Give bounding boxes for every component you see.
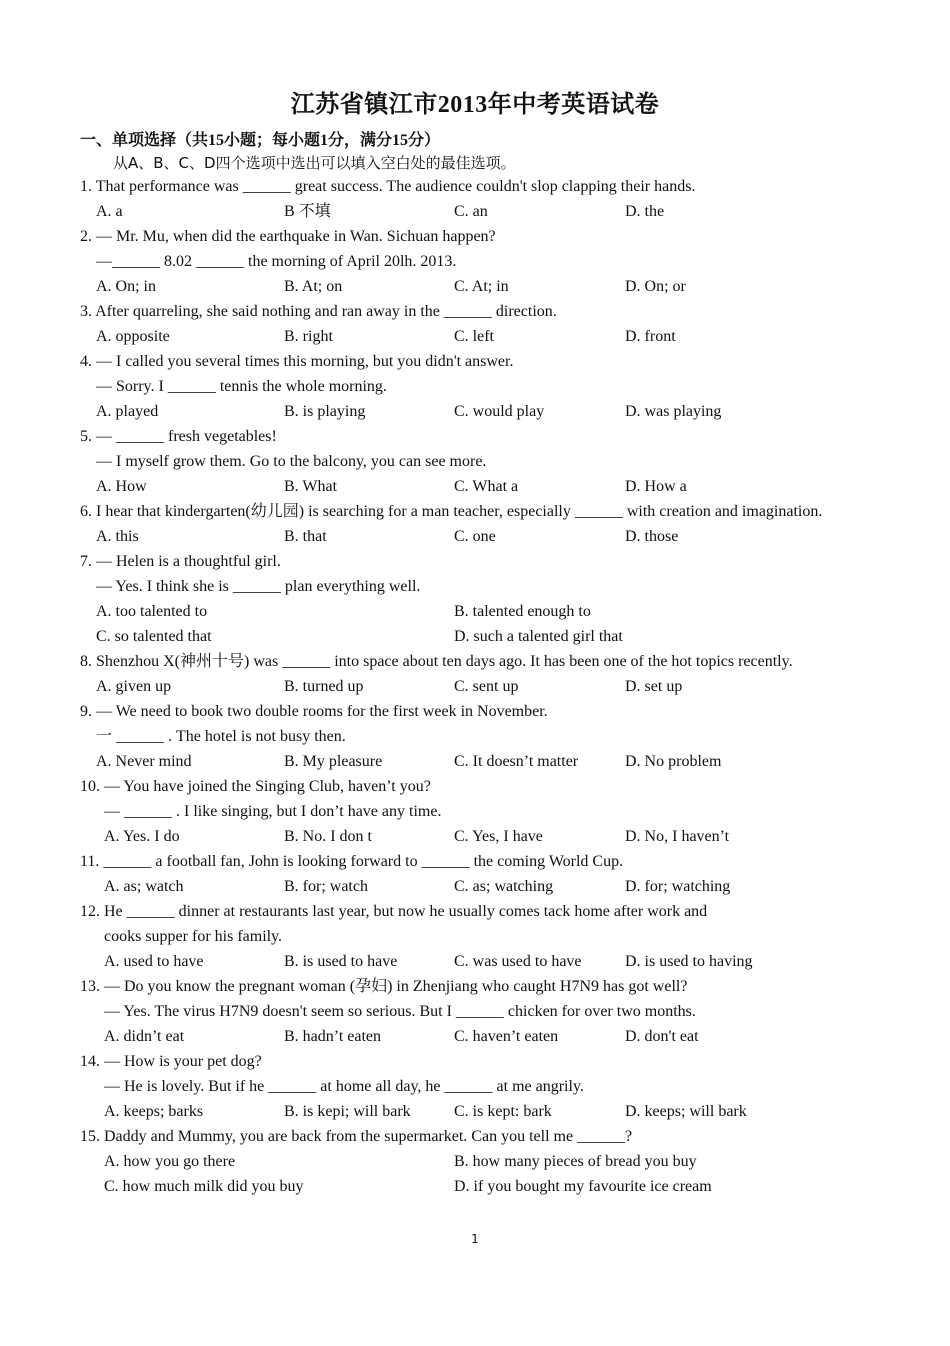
option-c: C. one <box>454 528 496 545</box>
option-a: A. this <box>96 528 139 545</box>
option-a: A. Yes. I do <box>104 828 180 845</box>
question-3: 3. After quarreling, she said nothing and ran away in the ______ direction. <box>80 303 557 320</box>
option-b: B. What <box>284 478 338 495</box>
option-c: C. haven’t eaten <box>454 1028 559 1045</box>
option-b: B. that <box>284 528 327 545</box>
option-c: C. was used to have <box>454 953 582 970</box>
option-d: D. if you bought my favourite ice cream <box>454 1178 712 1195</box>
options-row <box>80 524 880 549</box>
options-row <box>80 949 880 974</box>
option-d: D. No problem <box>625 753 722 770</box>
option-c: C. Yes, I have <box>454 828 543 845</box>
question-15: 15. Daddy and Mummy, you are back from the supermarket. Can you tell me ______? <box>80 1128 633 1145</box>
question-7: 7. — Helen is a thoughtful girl. <box>80 553 281 570</box>
option-b: B. right <box>284 328 333 345</box>
option-a: A. played <box>96 403 159 420</box>
option-c: C. At; in <box>454 278 509 295</box>
option-b: B. hadn’t eaten <box>284 1028 382 1045</box>
option-d: D. How a <box>625 478 687 495</box>
option-b: B. is playing <box>284 403 366 420</box>
question-4-line-2: — Sorry. I ______ tennis the whole morning. <box>96 378 387 395</box>
options-row <box>80 399 880 424</box>
option-c: C. how much milk did you buy <box>104 1178 304 1195</box>
option-c: C. would play <box>454 403 545 420</box>
option-b: B. how many pieces of bread you buy <box>454 1153 697 1170</box>
option-a: A. didn’t eat <box>104 1028 185 1045</box>
option-b: B. My pleasure <box>284 753 383 770</box>
option-a: A. On; in <box>96 278 156 295</box>
question-13-line-2: — Yes. The virus H7N9 doesn't seem so serious. But I ______ chicken for over two months. <box>104 1003 696 1020</box>
question-10: 10. — You have joined the Singing Club, haven’t you? <box>80 778 431 795</box>
options-row <box>80 674 880 699</box>
section-header: 一、单项选择（共15小题；每小题1分，满分15分） <box>80 132 441 149</box>
question-14-line-2: — He is lovely. But if he ______ at home all day, he ______ at me angrily. <box>104 1078 584 1095</box>
option-d: D. for; watching <box>625 878 731 895</box>
question-8: 8. Shenzhou X(神州十号) was ______ into space about ten days ago. It has been one of the hot topics recently. <box>80 653 793 670</box>
option-c: C. as; watching <box>454 878 554 895</box>
question-5-line-2: — I myself grow them. Go to the balcony, you can see more. <box>96 453 487 470</box>
question-6: 6. I hear that kindergarten(幼儿园) is searching for a man teacher, especially ______ with creation and imagination. <box>80 503 823 520</box>
question-11: 11. ______ a football fan, John is looking forward to ______ the coming World Cup. <box>80 853 624 870</box>
option-c: C. It doesn’t matter <box>454 753 579 770</box>
option-b: B. is kepi; will bark <box>284 1103 411 1120</box>
option-a: A. opposite <box>96 328 170 345</box>
option-a: A. how you go there <box>104 1153 236 1170</box>
option-d: D. keeps; will bark <box>625 1103 747 1120</box>
option-a: A. a <box>96 203 123 220</box>
question-10-line-2: — ______ . I like singing, but I don’t have any time. <box>104 803 442 820</box>
options-row <box>80 749 880 774</box>
option-b: B. for; watch <box>284 878 368 895</box>
option-b: B. At; on <box>284 278 343 295</box>
options-row <box>80 1149 880 1174</box>
page-title: 江苏省镇江市2013年中考英语试卷 <box>290 92 660 118</box>
option-a: A. How <box>96 478 147 495</box>
option-a: A. used to have <box>104 953 204 970</box>
option-a: A. keeps; barks <box>104 1103 204 1120</box>
section-instructions: 从A、B、C、D四个选项中选出可以填入空白处的最佳选项。 <box>113 154 516 172</box>
option-d: D. was playing <box>625 403 722 420</box>
options-row <box>80 1024 880 1049</box>
option-c: C. left <box>454 328 494 345</box>
option-c: C. What a <box>454 478 519 495</box>
options-row <box>80 1099 880 1124</box>
question-7-line-2: — Yes. I think she is ______ plan everything well. <box>96 578 421 595</box>
question-2-line-2: —______ 8.02 ______ the morning of April 20lh. 2013. <box>96 253 457 270</box>
option-a: A. too talented to <box>96 603 208 620</box>
option-a: A. Never mind <box>96 753 192 770</box>
option-d: D. such a talented girl that <box>454 628 623 645</box>
option-c: C. sent up <box>454 678 519 695</box>
question-1: 1. That performance was ______ great success. The audience couldn't slop clapping their hands. <box>80 178 696 195</box>
option-b: B. is used to have <box>284 953 398 970</box>
options-row <box>80 199 880 224</box>
option-c: C. so talented that <box>96 628 212 645</box>
option-b: B. talented enough to <box>454 603 591 620</box>
question-14: 14. — How is your pet dog? <box>80 1053 262 1070</box>
option-d: D. set up <box>625 678 683 695</box>
option-a: A. as; watch <box>104 878 184 895</box>
question-13: 13. — Do you know the pregnant woman (孕妇) in Zhenjiang who caught H7N9 has got well? <box>80 978 688 995</box>
option-a: A. given up <box>96 678 172 695</box>
options-row <box>80 1174 880 1199</box>
option-d: D. is used to having <box>625 953 753 970</box>
option-c: C. is kept: bark <box>454 1103 552 1120</box>
question-2: 2. — Mr. Mu, when did the earthquake in Wan. Sichuan happen? <box>80 228 496 245</box>
option-b: B. turned up <box>284 678 364 695</box>
question-5: 5. — ______ fresh vegetables! <box>80 428 277 445</box>
question-12: 12. He ______ dinner at restaurants last year, but now he usually comes tack home after work and <box>80 903 708 920</box>
question-12-line-2: cooks supper for his family. <box>104 928 283 945</box>
option-d: D. the <box>625 203 665 220</box>
option-b: B. No. I don t <box>284 828 372 845</box>
options-row <box>80 599 880 624</box>
option-b: B 不填 <box>284 203 331 220</box>
option-c: C. an <box>454 203 488 220</box>
page-number: 1 <box>471 1232 479 1246</box>
options-row <box>80 274 880 299</box>
option-d: D. No, I haven’t <box>625 828 730 845</box>
options-row <box>80 474 880 499</box>
question-4: 4. — I called you several times this morning, but you didn't answer. <box>80 353 514 370</box>
question-9-line-2: 一 ______ . The hotel is not busy then. <box>96 728 346 745</box>
options-row <box>80 624 880 649</box>
options-row <box>80 874 880 899</box>
option-d: D. On; or <box>625 278 686 295</box>
options-row <box>80 324 880 349</box>
option-d: D. don't eat <box>625 1028 699 1045</box>
option-d: D. those <box>625 528 679 545</box>
option-d: D. front <box>625 328 676 345</box>
question-list <box>80 174 880 1199</box>
options-row <box>80 824 880 849</box>
question-9: 9. — We need to book two double rooms for the first week in November. <box>80 703 548 720</box>
